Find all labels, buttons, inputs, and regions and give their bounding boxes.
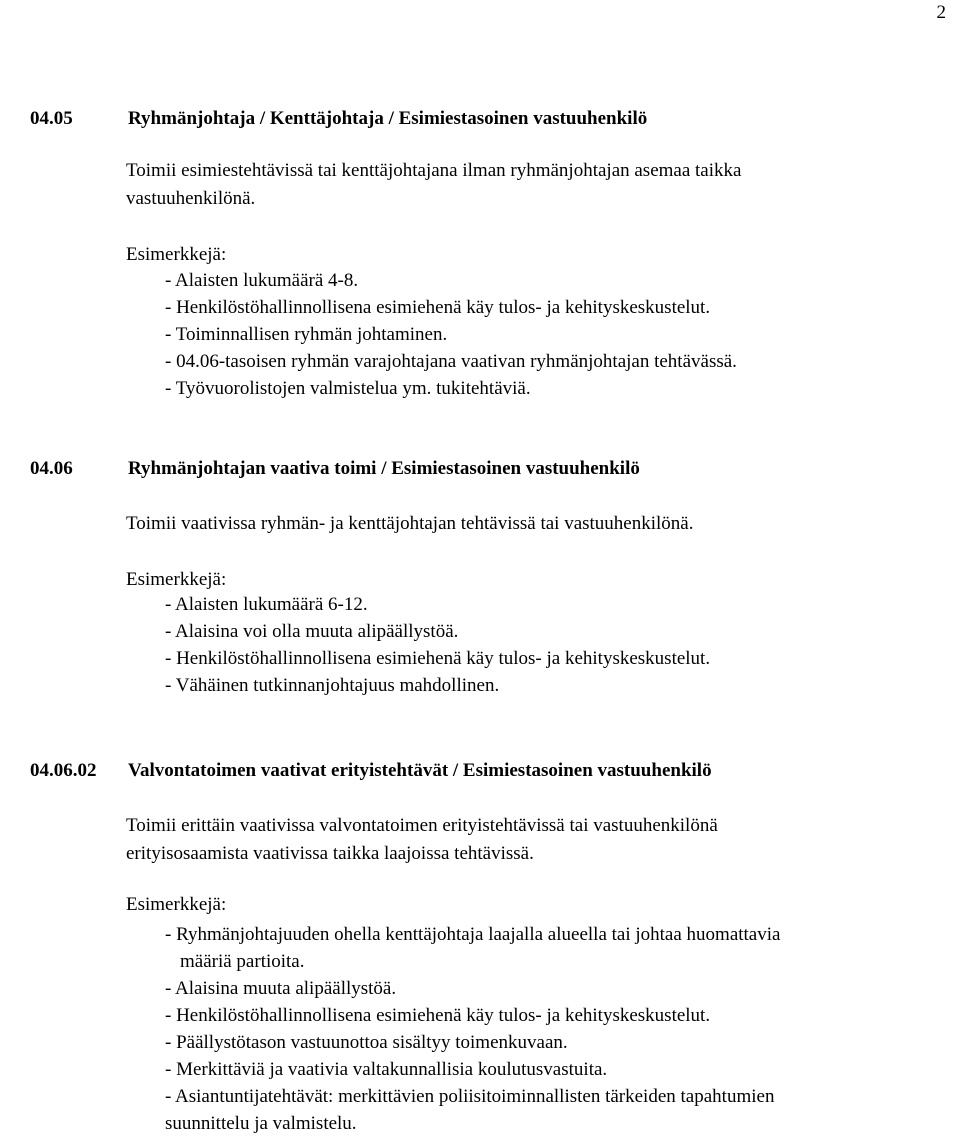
section-code: 04.05 (30, 108, 73, 129)
example-item: - Toiminnallisen ryhmän johtaminen. (165, 324, 448, 345)
page-number: 2 (936, 2, 946, 23)
example-item: - Alaisina muuta alipäällystöä. (165, 978, 397, 999)
example-item: - Alaisina voi olla muuta alipäällystöä. (165, 621, 459, 642)
example-item-continuation: määriä partioita. (180, 951, 305, 972)
example-item: - Vähäinen tutkinnanjohtajuus mahdollinen. (165, 675, 500, 696)
example-item: - Alaisten lukumäärä 4-8. (165, 270, 359, 291)
example-item: - Ryhmänjohtajuuden ohella kenttäjohtaja laajalla alueella tai johtaa huomattavia (165, 924, 781, 945)
description-line: Toimii erittäin vaativissa valvontatoimen erityistehtävissä tai vastuuhenkilönä (126, 815, 718, 836)
description-line: erityisosaamista vaativissa taikka laajoissa tehtävissä. (126, 843, 534, 864)
section-title: Valvontatoimen vaativat erityistehtävät / Esimiestasoinen vastuuhenkilö (128, 760, 712, 781)
example-item: - Asiantuntijatehtävät: merkittävien poliisitoiminnallisten tärkeiden tapahtumien (165, 1086, 775, 1107)
example-item: - Päällystötason vastuunottoa sisältyy toimenkuvaan. (165, 1032, 568, 1053)
section-title: Ryhmänjohtajan vaativa toimi / Esimiestasoinen vastuuhenkilö (128, 458, 640, 479)
example-item: - Työvuorolistojen valmistelua ym. tukitehtäviä. (165, 378, 531, 399)
description-line: Toimii vaativissa ryhmän- ja kenttäjohtajan tehtävissä tai vastuuhenkilönä. (126, 513, 694, 534)
example-item-continuation: suunnittelu ja valmistelu. (165, 1113, 357, 1134)
section-code: 04.06.02 (30, 760, 97, 781)
example-item: - Henkilöstöhallinnollisena esimiehenä käy tulos- ja kehityskeskustelut. (165, 648, 711, 669)
description-line: Toimii esimiestehtävissä tai kenttäjohtajana ilman ryhmänjohtajan asemaa taikka (126, 160, 742, 181)
section-title: Ryhmänjohtaja / Kenttäjohtaja / Esimiestasoinen vastuuhenkilö (128, 108, 648, 129)
example-item: - Henkilöstöhallinnollisena esimiehenä käy tulos- ja kehityskeskustelut. (165, 1005, 711, 1026)
examples-label: Esimerkkejä: (126, 894, 227, 915)
section-code: 04.06 (30, 458, 73, 479)
examples-label: Esimerkkejä: (126, 569, 227, 590)
example-item: - Merkittäviä ja vaativia valtakunnallisia koulutusvastuita. (165, 1059, 608, 1080)
description-line: vastuuhenkilönä. (126, 188, 256, 209)
examples-label: Esimerkkejä: (126, 244, 227, 265)
example-item: - 04.06-tasoisen ryhmän varajohtajana vaativan ryhmänjohtajan tehtävässä. (165, 351, 737, 372)
example-item: - Alaisten lukumäärä 6-12. (165, 594, 368, 615)
example-item: - Henkilöstöhallinnollisena esimiehenä käy tulos- ja kehityskeskustelut. (165, 297, 711, 318)
